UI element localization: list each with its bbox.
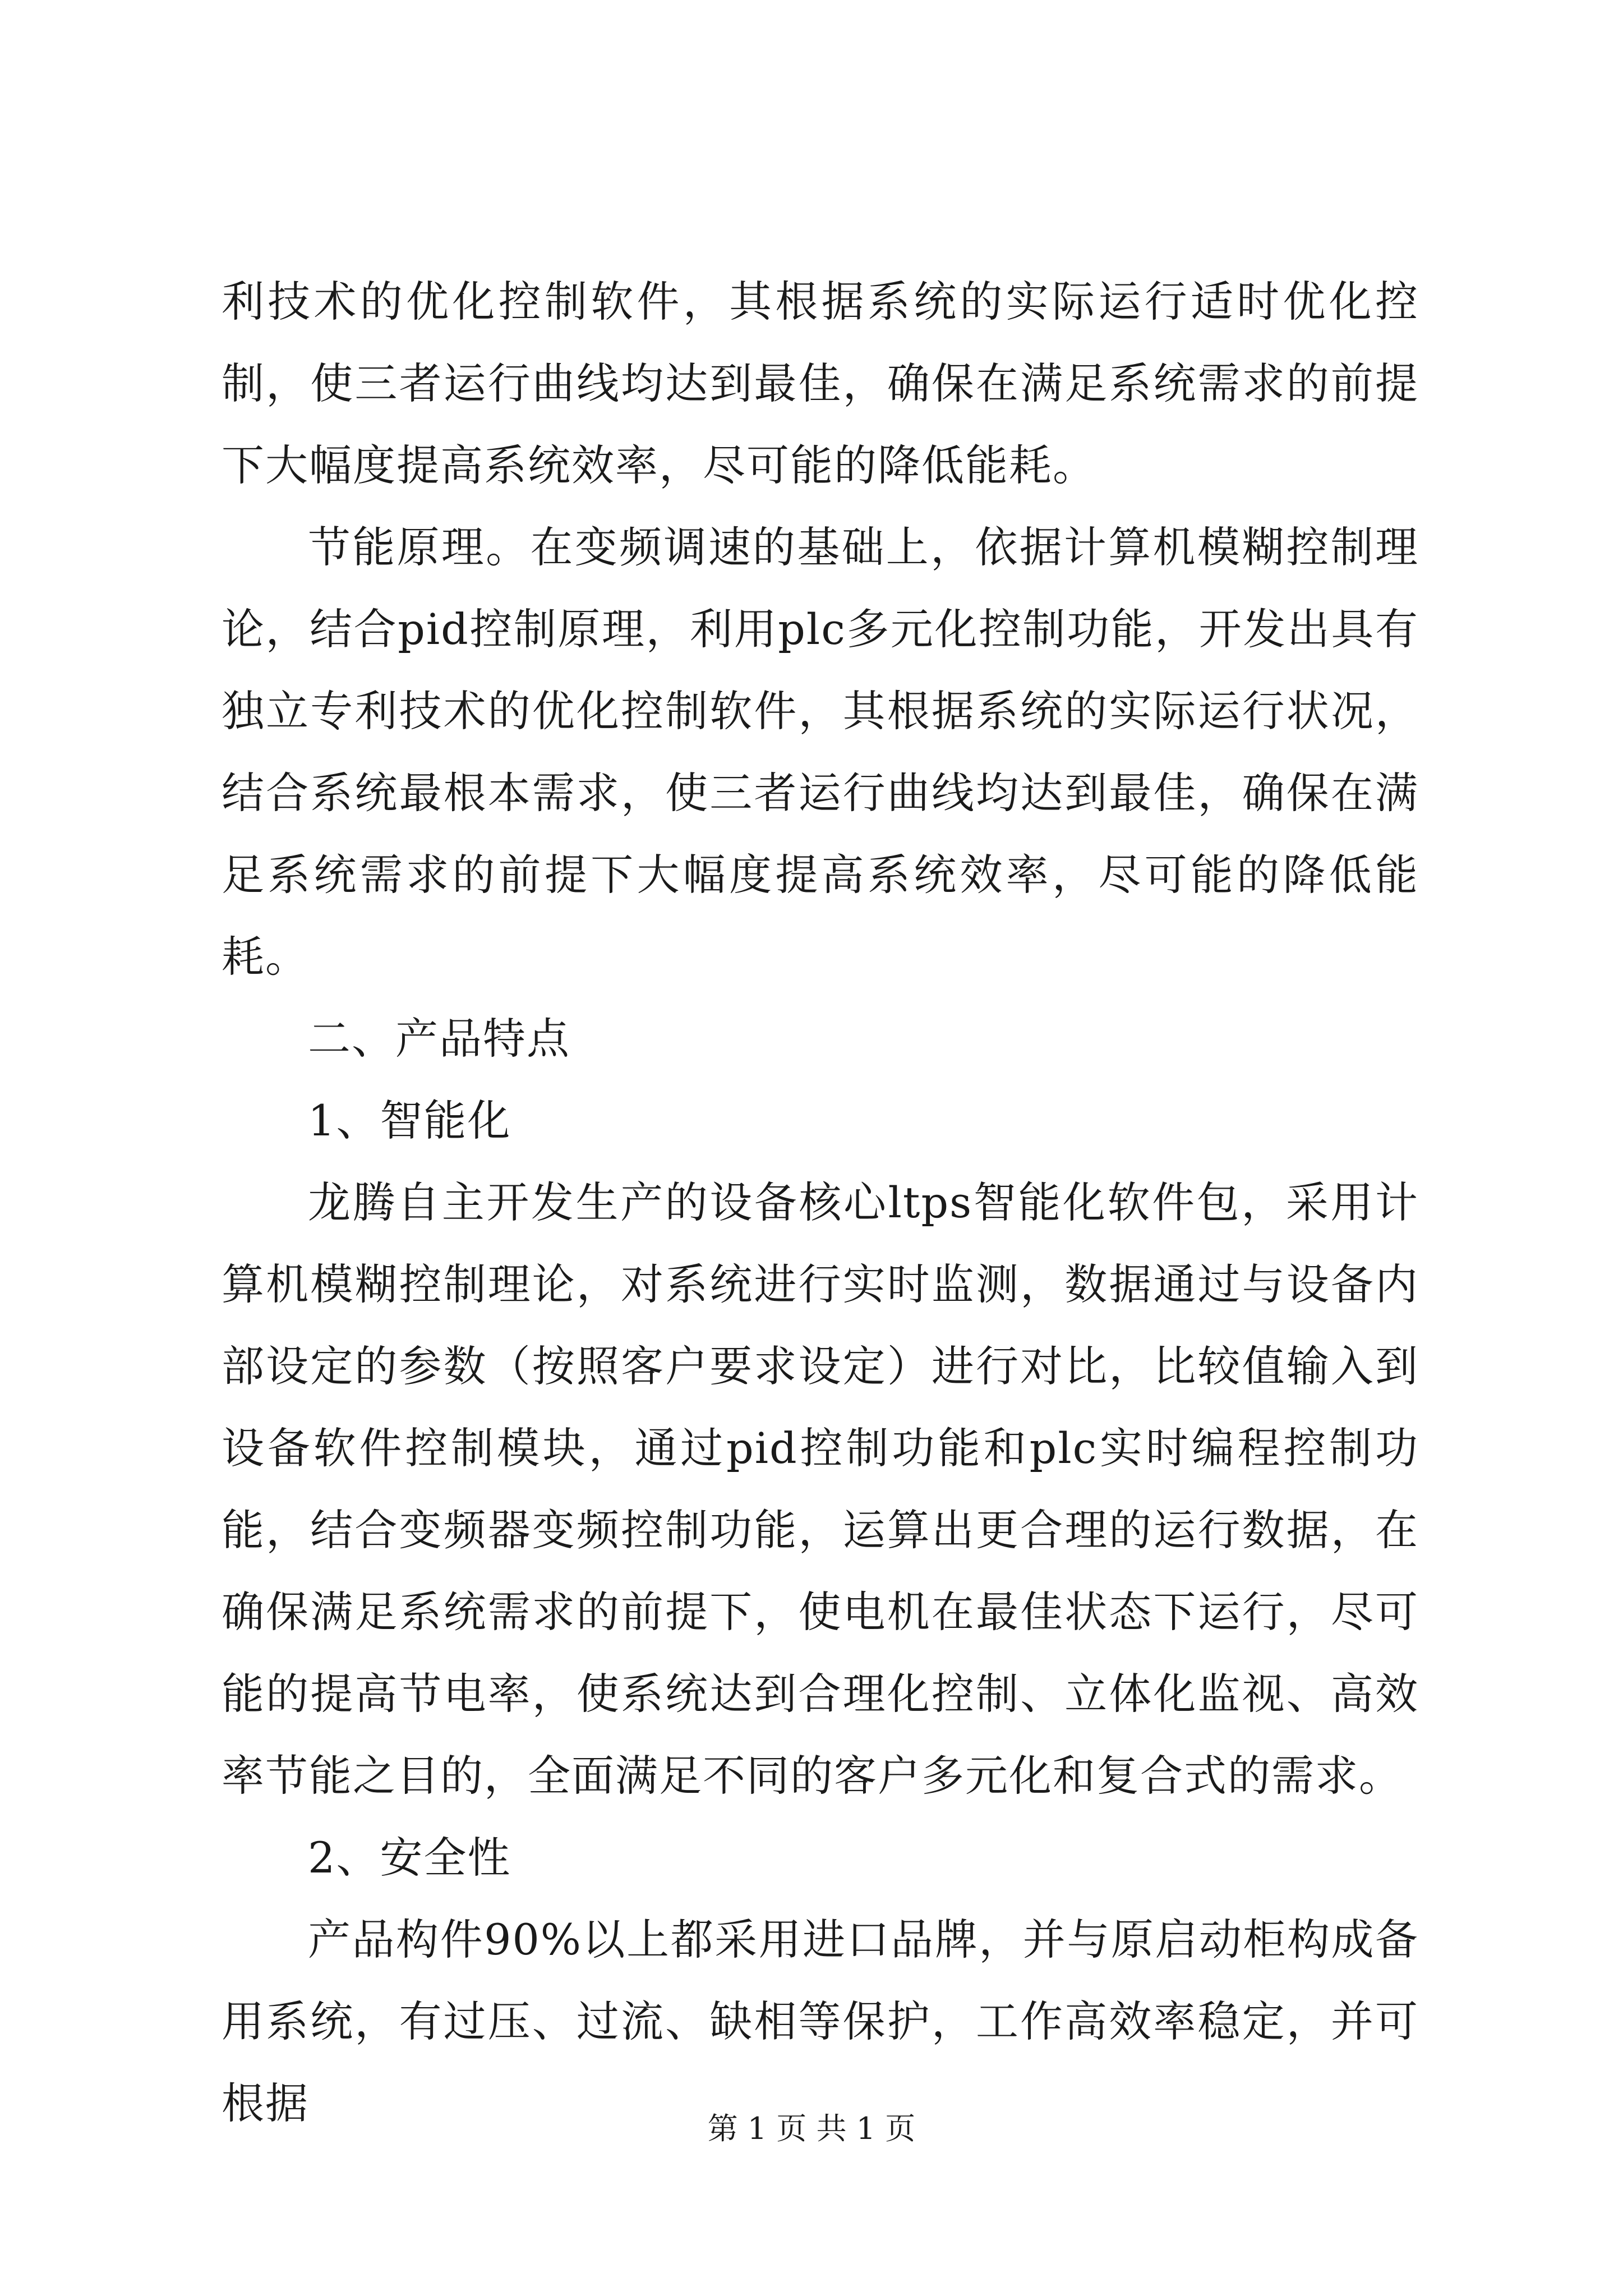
paragraph-safety: 产品构件90%以上都采用进口品牌，并与原启动柜构成备用系统，有过压、过流、缺相等保护，工作高效率稳定，并可根据 <box>222 1915 1419 2128</box>
section-heading-product-features: 二、产品特点 <box>308 1014 570 1064</box>
subheading-intelligence: 1、智能化 <box>308 1096 511 1145</box>
document-body <box>222 261 1419 2145</box>
paragraph-intelligence: 龙腾自主开发生产的设备核心ltps智能化软件包，采用计算机模糊控制理论，对系统进行实时监测，数据通过与设备内部设定的参数（按照客户要求设定）进行对比，比较值输入到设备软件控制模块，通过pid控制功能和plc实时编程控制功能，结合变频器变频控制功能，运算出更合理的运行数据，在确保满足系统需求的前提下，使电机在最佳状态下运行，尽可能的提高节电率，使系统达到合理化控制、立体化监视、高效率节能之目的，全面满足不同的客户多元化和复合式的需求。 <box>222 1177 1419 1801</box>
page-footer: 第 1 页 共 1 页 <box>707 2111 916 2146</box>
paragraph-energy-saving-principle: 节能原理。在变频调速的基础上，依据计算机模糊控制理论，结合pid控制原理，利用plc多元化控制功能，开发出具有独立专利技术的优化控制软件，其根据系统的实际运行状况，结合系统最根本需求，使三者运行曲线均达到最佳，确保在满足系统需求的前提下大幅度提高系统效率，尽可能的降低能耗。 <box>222 522 1419 982</box>
subheading-safety: 2、安全性 <box>308 1833 511 1883</box>
paragraph-continuation: 利技术的优化控制软件，其根据系统的实际运行适时优化控制，使三者运行曲线均达到最佳，确保在满足系统需求的前提下大幅度提高系统效率，尽可能的降低能耗。 <box>222 277 1419 490</box>
